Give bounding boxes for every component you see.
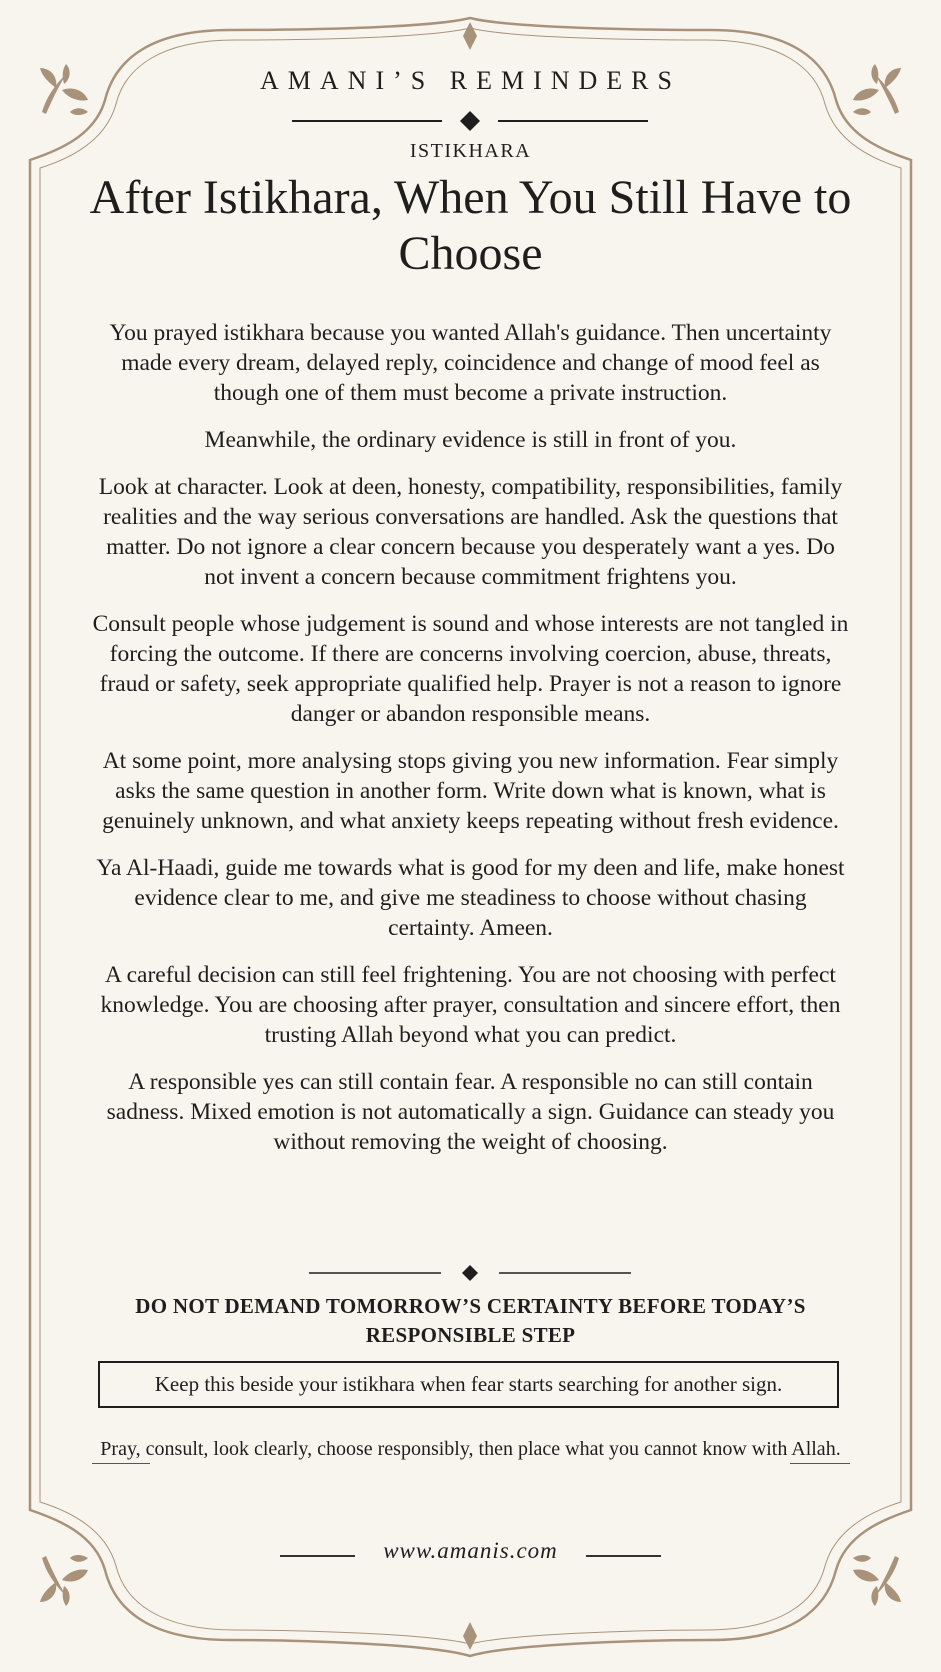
boxed-note: Keep this beside your istikhara when fear starts searching for another sign. (98, 1361, 839, 1408)
category-label: ISTIKHARA (409, 140, 532, 162)
closing-text: Pray, consult, look clearly, choose responsibly, then place what you cannot know with Allah. (100, 1438, 841, 1460)
website-link[interactable]: www.amanis.com (383, 1538, 558, 1563)
dua-paragraph: Ya Al-Haadi, guide me towards what is good for my deen and life, make honest evidence clear to me, and give me steadiness to choose without chasing certainty. Ameen. (96, 855, 845, 941)
paragraph: You prayed istikhara because you wanted Allah's guidance. Then uncertainty made every dream, delayed reply, coincidence and change of mood feel as though one of them must become a private instruction. (109, 320, 832, 406)
page-title: After Istikhara, When You Still Have to Choose (89, 171, 852, 280)
paragraph: At some point, more analysing stops giving you new information. Fear simply asks the same question in another form. Write down what is known, what is genuinely unknown, and what anxiety keeps repeating without fresh evidence. (102, 748, 839, 834)
diamond-divider (290, 108, 650, 132)
article-body (90, 318, 851, 1174)
paragraph: A careful decision can still feel frightening. You are not choosing with perfect knowledge. You are choosing after prayer, consultation and sincere effort, then trusting Allah beyond what you can predict. (100, 962, 841, 1048)
closing-rule-right (790, 1463, 850, 1464)
paragraph: Look at character. Look at deen, honesty, compatibility, responsibilities, family realities and the way serious conversations are handled. Ask the questions that matter. Do not ignore a clear concern because you desperately want a yes. Do not invent a concern because commitment frightens you. (98, 474, 843, 590)
closing-rule-left (92, 1463, 150, 1464)
footer-rule-right (586, 1555, 661, 1557)
brand-name: AMANI’S REMINDERS (260, 66, 681, 95)
paragraph: A responsible yes can still contain fear. A responsible no can still contain sadness. Mixed emotion is not automatically a sign. Guidance can steady you without removing the weight of choosing. (106, 1069, 835, 1155)
key-message: DO NOT DEMAND TOMORROW’S CERTAINTY BEFORE TODAY’S RESPONSIBLE STEP (135, 1294, 806, 1347)
paragraph: Consult people whose judgement is sound and whose interests are not tangled in forcing the outcome. If there are concerns involving coercion, abuse, threats, fraud or safety, seek appropriate qualified help. Prayer is not a reason to ignore danger or abandon responsible means. (92, 611, 849, 727)
paragraph: Meanwhile, the ordinary evidence is still in front of you. (204, 427, 737, 453)
diamond-divider (305, 1262, 635, 1284)
